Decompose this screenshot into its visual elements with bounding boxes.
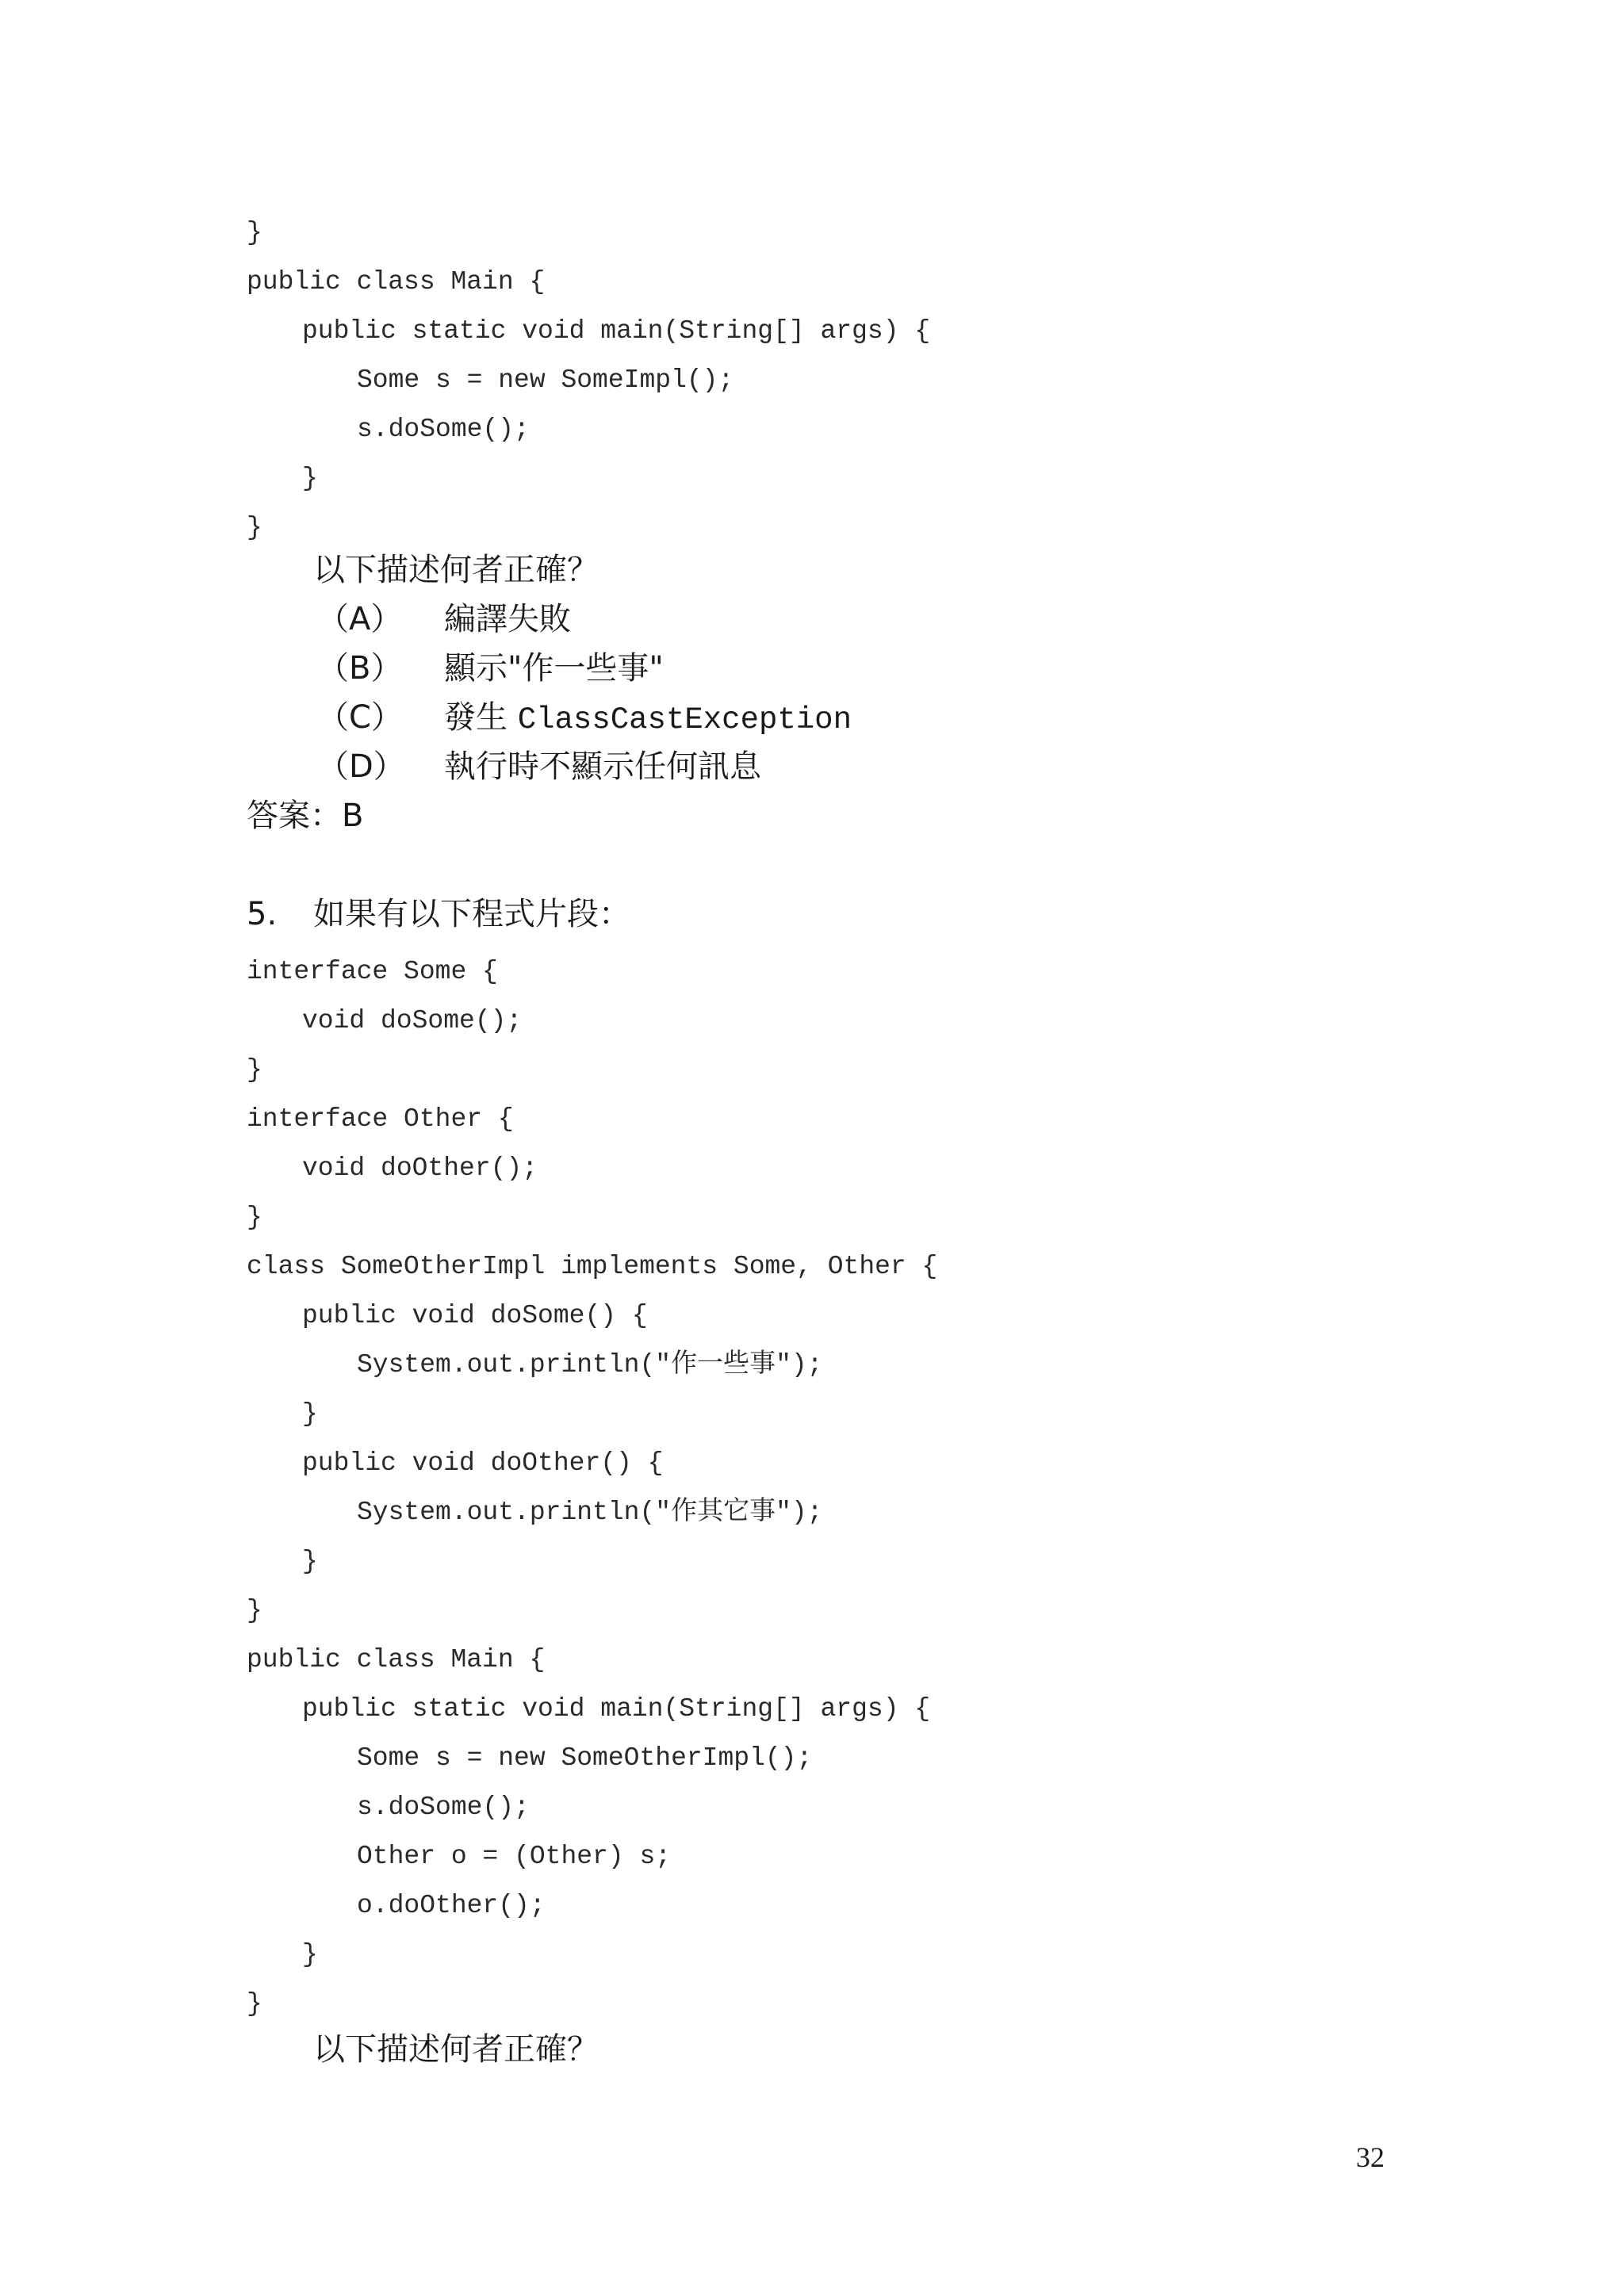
question-prompt: 以下描述何者正確？ <box>313 552 599 588</box>
code-line: public static void main(String[] args) { <box>302 316 931 346</box>
code-line: Some s = new SomeOtherImpl(); <box>357 1743 813 1773</box>
code-line: } <box>302 464 318 493</box>
code-line: } <box>302 1940 318 1969</box>
code-line: s.doSome(); <box>357 1793 530 1822</box>
code-line: o.doOther(); <box>357 1891 546 1920</box>
option-text-prefix: 發生 <box>444 699 518 736</box>
option-text: 編譯失敗 <box>444 601 571 637</box>
code-line: } <box>247 1203 262 1232</box>
code-line: } <box>247 513 262 542</box>
code-line: System.out.println("作其它事"); <box>357 1498 823 1527</box>
option-text <box>444 698 852 740</box>
option-text-code: ClassCastException <box>517 702 852 737</box>
code-line: } <box>247 1596 262 1625</box>
question-title: 如果有以下程式片段： <box>313 896 630 932</box>
code-line: public class Main { <box>247 1645 546 1674</box>
code-line: void doSome(); <box>302 1006 523 1035</box>
code-line: } <box>302 1547 318 1576</box>
code-line: class SomeOtherImpl implements Some, Other { <box>247 1252 938 1281</box>
option-label: （A） <box>317 601 403 637</box>
option-label: （C） <box>317 699 403 736</box>
option-label: （D） <box>317 748 405 785</box>
code-line: } <box>302 1399 318 1429</box>
code-line: s.doSome(); <box>357 415 530 444</box>
code-line: public void doOther() { <box>302 1448 664 1478</box>
code-line: public class Main { <box>247 267 546 297</box>
code-line: } <box>247 1989 262 2019</box>
option-text: 執行時不顯示任何訊息 <box>444 748 761 785</box>
code-line: } <box>247 1055 262 1085</box>
code-line: public void doSome() { <box>302 1301 648 1330</box>
code-line: interface Other { <box>247 1104 514 1134</box>
code-line: Some s = new SomeImpl(); <box>357 365 734 395</box>
answer-text: 答案：B <box>247 798 364 834</box>
question-prompt: 以下描述何者正確？ <box>313 2031 599 2068</box>
code-line: Other o = (Other) s; <box>357 1842 672 1871</box>
option-label: （B） <box>317 650 403 687</box>
page-number: 32 <box>1356 2141 1385 2173</box>
option-text: 顯示"作一些事" <box>444 650 664 687</box>
code-line: } <box>247 218 262 247</box>
code-line: interface Some { <box>247 957 498 986</box>
code-line: public static void main(String[] args) { <box>302 1694 931 1724</box>
code-line: System.out.println("作一些事"); <box>357 1350 823 1380</box>
code-line: void doOther(); <box>302 1154 538 1183</box>
question-number: 5. <box>247 896 278 932</box>
